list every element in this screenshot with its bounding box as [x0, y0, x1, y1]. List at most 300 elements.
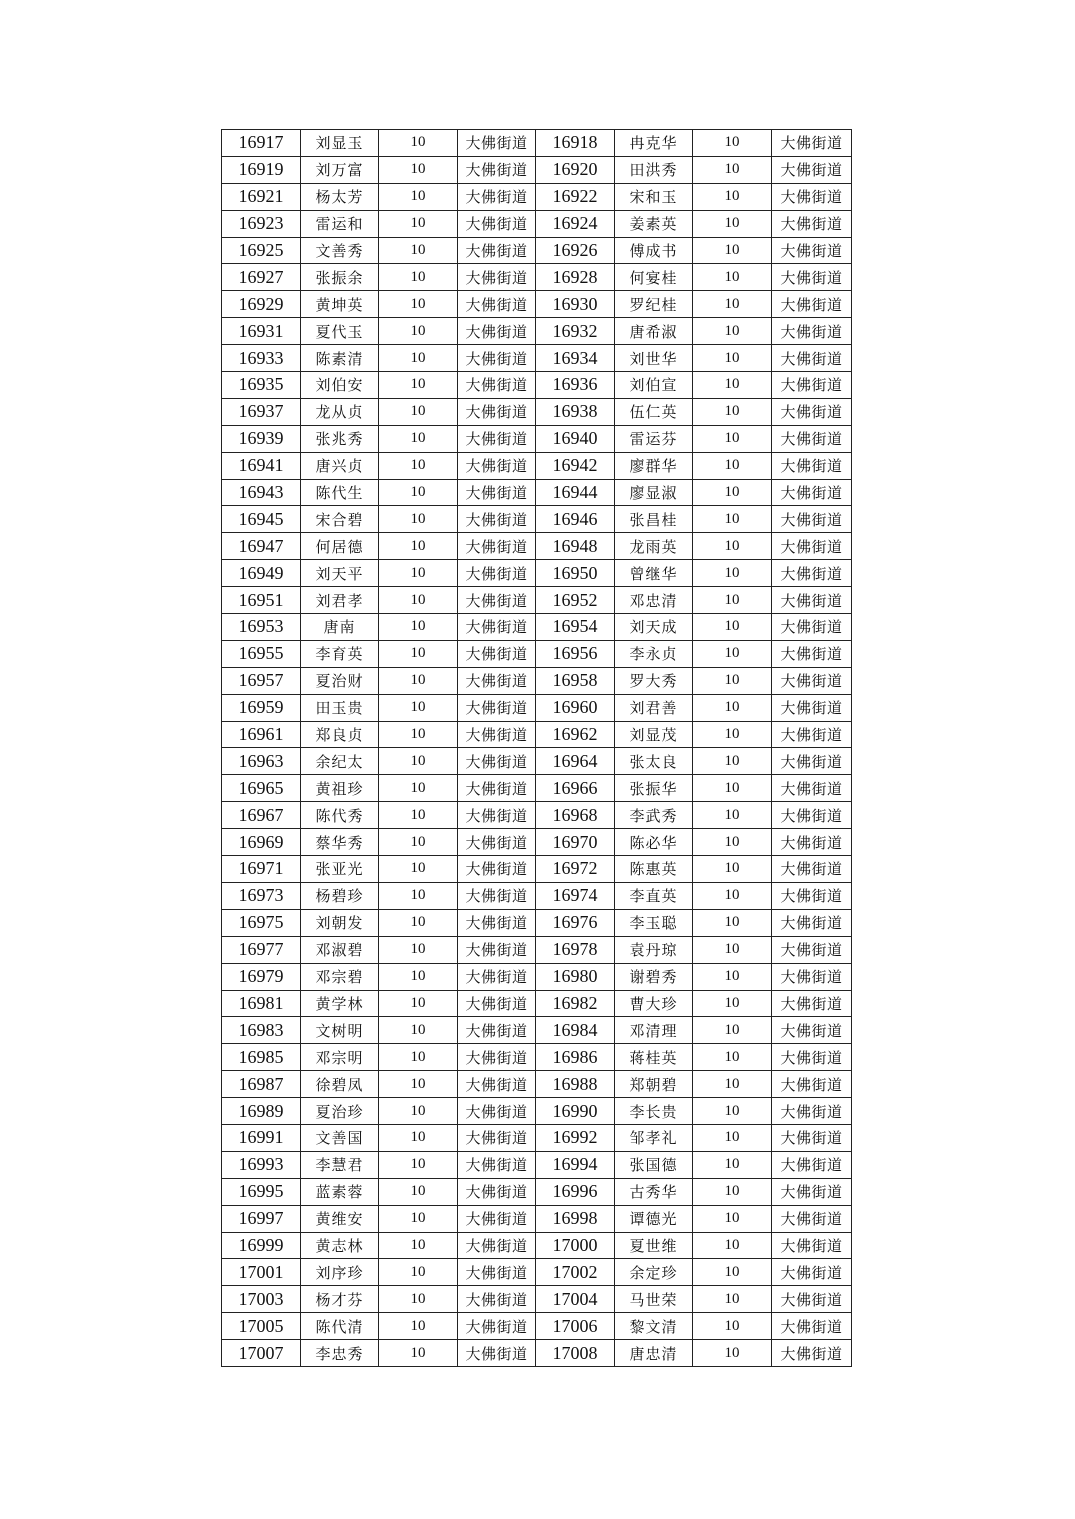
table-row [222, 264, 852, 291]
table-row [222, 237, 852, 264]
left-name-cell: 张兆秀 [301, 425, 379, 452]
right-id-cell: 16962 [536, 721, 615, 748]
left-id-cell: 16931 [222, 318, 301, 345]
right-id-cell: 16972 [536, 856, 615, 883]
left-name-cell: 黄学林 [301, 990, 379, 1017]
table-row [222, 1151, 852, 1178]
right-amount-cell: 10 [693, 398, 772, 425]
right-amount-cell: 10 [693, 130, 772, 157]
left-amount-cell: 10 [379, 560, 458, 587]
table-row [222, 721, 852, 748]
table-row [222, 156, 852, 183]
left-amount-cell: 10 [379, 667, 458, 694]
left-id-cell: 16977 [222, 936, 301, 963]
right-id-cell: 16948 [536, 533, 615, 560]
left-id-cell: 16943 [222, 479, 301, 506]
right-amount-cell: 10 [693, 882, 772, 909]
table-row [222, 802, 852, 829]
table-row [222, 1178, 852, 1205]
right-amount-cell: 10 [693, 990, 772, 1017]
right-id-cell: 16926 [536, 237, 615, 264]
right-street-cell: 大佛街道 [772, 1205, 852, 1232]
right-id-cell: 17008 [536, 1340, 615, 1367]
left-street-cell: 大佛街道 [458, 183, 536, 210]
left-street-cell: 大佛街道 [458, 425, 536, 452]
left-name-cell: 黄志林 [301, 1232, 379, 1259]
right-name-cell: 廖显淑 [615, 479, 693, 506]
left-id-cell: 16975 [222, 909, 301, 936]
left-name-cell: 雷运和 [301, 210, 379, 237]
left-street-cell: 大佛街道 [458, 775, 536, 802]
right-street-cell: 大佛街道 [772, 1286, 852, 1313]
left-id-cell: 16919 [222, 156, 301, 183]
right-street-cell: 大佛街道 [772, 775, 852, 802]
right-name-cell: 李武秀 [615, 802, 693, 829]
right-id-cell: 16950 [536, 560, 615, 587]
left-street-cell: 大佛街道 [458, 1313, 536, 1340]
right-amount-cell: 10 [693, 506, 772, 533]
left-amount-cell: 10 [379, 587, 458, 614]
left-street-cell: 大佛街道 [458, 318, 536, 345]
table-row [222, 1340, 852, 1367]
right-amount-cell: 10 [693, 963, 772, 990]
left-name-cell: 张亚光 [301, 856, 379, 883]
right-amount-cell: 10 [693, 425, 772, 452]
left-amount-cell: 10 [379, 318, 458, 345]
right-street-cell: 大佛街道 [772, 990, 852, 1017]
left-id-cell: 16985 [222, 1044, 301, 1071]
left-street-cell: 大佛街道 [458, 640, 536, 667]
table-row [222, 345, 852, 372]
right-street-cell: 大佛街道 [772, 936, 852, 963]
table-row [222, 1098, 852, 1125]
table-row [222, 694, 852, 721]
table-row [222, 130, 852, 157]
right-street-cell: 大佛街道 [772, 560, 852, 587]
right-amount-cell: 10 [693, 1313, 772, 1340]
left-street-cell: 大佛街道 [458, 1178, 536, 1205]
left-street-cell: 大佛街道 [458, 452, 536, 479]
right-name-cell: 邓忠清 [615, 587, 693, 614]
right-id-cell: 16988 [536, 1071, 615, 1098]
right-name-cell: 李长贵 [615, 1098, 693, 1125]
right-amount-cell: 10 [693, 748, 772, 775]
right-amount-cell: 10 [693, 1232, 772, 1259]
left-amount-cell: 10 [379, 1232, 458, 1259]
left-name-cell: 杨碧珍 [301, 882, 379, 909]
left-amount-cell: 10 [379, 882, 458, 909]
left-id-cell: 16959 [222, 694, 301, 721]
right-name-cell: 罗纪桂 [615, 291, 693, 318]
left-amount-cell: 10 [379, 372, 458, 399]
left-name-cell: 陈代秀 [301, 802, 379, 829]
left-amount-cell: 10 [379, 452, 458, 479]
table-row [222, 1071, 852, 1098]
left-id-cell: 16957 [222, 667, 301, 694]
right-amount-cell: 10 [693, 1151, 772, 1178]
left-street-cell: 大佛街道 [458, 264, 536, 291]
right-name-cell: 张昌桂 [615, 506, 693, 533]
left-id-cell: 16981 [222, 990, 301, 1017]
right-amount-cell: 10 [693, 1124, 772, 1151]
right-name-cell: 张太良 [615, 748, 693, 775]
right-id-cell: 16954 [536, 614, 615, 641]
right-id-cell: 16980 [536, 963, 615, 990]
right-amount-cell: 10 [693, 775, 772, 802]
left-amount-cell: 10 [379, 1044, 458, 1071]
right-street-cell: 大佛街道 [772, 1232, 852, 1259]
right-id-cell: 17004 [536, 1286, 615, 1313]
table-row [222, 963, 852, 990]
right-amount-cell: 10 [693, 1340, 772, 1367]
table-row [222, 533, 852, 560]
left-name-cell: 刘万富 [301, 156, 379, 183]
left-id-cell: 16997 [222, 1205, 301, 1232]
left-name-cell: 刘朝发 [301, 909, 379, 936]
right-id-cell: 16932 [536, 318, 615, 345]
right-street-cell: 大佛街道 [772, 1124, 852, 1151]
left-amount-cell: 10 [379, 183, 458, 210]
left-name-cell: 田玉贵 [301, 694, 379, 721]
left-street-cell: 大佛街道 [458, 1124, 536, 1151]
left-amount-cell: 10 [379, 829, 458, 856]
left-id-cell: 16999 [222, 1232, 301, 1259]
right-name-cell: 曹大珍 [615, 990, 693, 1017]
left-street-cell: 大佛街道 [458, 936, 536, 963]
right-amount-cell: 10 [693, 856, 772, 883]
left-amount-cell: 10 [379, 130, 458, 157]
left-street-cell: 大佛街道 [458, 1259, 536, 1286]
left-name-cell: 陈素清 [301, 345, 379, 372]
right-street-cell: 大佛街道 [772, 130, 852, 157]
right-street-cell: 大佛街道 [772, 237, 852, 264]
right-street-cell: 大佛街道 [772, 909, 852, 936]
left-street-cell: 大佛街道 [458, 1232, 536, 1259]
right-street-cell: 大佛街道 [772, 318, 852, 345]
left-street-cell: 大佛街道 [458, 721, 536, 748]
left-name-cell: 唐南 [301, 614, 379, 641]
right-name-cell: 姜素英 [615, 210, 693, 237]
left-amount-cell: 10 [379, 802, 458, 829]
left-amount-cell: 10 [379, 856, 458, 883]
right-id-cell: 16968 [536, 802, 615, 829]
right-name-cell: 廖群华 [615, 452, 693, 479]
left-amount-cell: 10 [379, 1205, 458, 1232]
table-row [222, 291, 852, 318]
right-street-cell: 大佛街道 [772, 345, 852, 372]
left-amount-cell: 10 [379, 963, 458, 990]
right-street-cell: 大佛街道 [772, 183, 852, 210]
left-street-cell: 大佛街道 [458, 560, 536, 587]
right-street-cell: 大佛街道 [772, 1098, 852, 1125]
left-id-cell: 16965 [222, 775, 301, 802]
right-street-cell: 大佛街道 [772, 829, 852, 856]
left-name-cell: 文善国 [301, 1124, 379, 1151]
right-name-cell: 夏世维 [615, 1232, 693, 1259]
left-name-cell: 黄祖珍 [301, 775, 379, 802]
table-row [222, 748, 852, 775]
right-name-cell: 蒋桂英 [615, 1044, 693, 1071]
table-row [222, 1313, 852, 1340]
left-name-cell: 李育英 [301, 640, 379, 667]
left-id-cell: 16991 [222, 1124, 301, 1151]
right-name-cell: 刘君善 [615, 694, 693, 721]
left-amount-cell: 10 [379, 1178, 458, 1205]
table-row [222, 587, 852, 614]
right-id-cell: 17002 [536, 1259, 615, 1286]
right-amount-cell: 10 [693, 318, 772, 345]
right-amount-cell: 10 [693, 345, 772, 372]
left-street-cell: 大佛街道 [458, 909, 536, 936]
right-amount-cell: 10 [693, 1205, 772, 1232]
right-amount-cell: 10 [693, 802, 772, 829]
left-name-cell: 夏治珍 [301, 1098, 379, 1125]
left-street-cell: 大佛街道 [458, 1017, 536, 1044]
left-amount-cell: 10 [379, 1098, 458, 1125]
table-row [222, 560, 852, 587]
right-id-cell: 16982 [536, 990, 615, 1017]
left-id-cell: 17003 [222, 1286, 301, 1313]
left-id-cell: 16971 [222, 856, 301, 883]
right-id-cell: 16994 [536, 1151, 615, 1178]
table-row [222, 856, 852, 883]
left-amount-cell: 10 [379, 425, 458, 452]
table-row [222, 614, 852, 641]
left-id-cell: 16967 [222, 802, 301, 829]
left-name-cell: 蔡华秀 [301, 829, 379, 856]
right-amount-cell: 10 [693, 479, 772, 506]
left-street-cell: 大佛街道 [458, 398, 536, 425]
table-row [222, 183, 852, 210]
table-row [222, 667, 852, 694]
left-amount-cell: 10 [379, 479, 458, 506]
left-id-cell: 16993 [222, 1151, 301, 1178]
table-row [222, 640, 852, 667]
right-amount-cell: 10 [693, 156, 772, 183]
right-street-cell: 大佛街道 [772, 1044, 852, 1071]
left-name-cell: 陈代清 [301, 1313, 379, 1340]
left-amount-cell: 10 [379, 990, 458, 1017]
left-name-cell: 李慧君 [301, 1151, 379, 1178]
left-id-cell: 16929 [222, 291, 301, 318]
left-street-cell: 大佛街道 [458, 156, 536, 183]
right-street-cell: 大佛街道 [772, 748, 852, 775]
right-amount-cell: 10 [693, 372, 772, 399]
right-street-cell: 大佛街道 [772, 802, 852, 829]
left-name-cell: 夏代玉 [301, 318, 379, 345]
left-id-cell: 16937 [222, 398, 301, 425]
left-amount-cell: 10 [379, 909, 458, 936]
right-amount-cell: 10 [693, 694, 772, 721]
left-street-cell: 大佛街道 [458, 291, 536, 318]
left-id-cell: 16917 [222, 130, 301, 157]
left-street-cell: 大佛街道 [458, 963, 536, 990]
right-street-cell: 大佛街道 [772, 667, 852, 694]
left-street-cell: 大佛街道 [458, 694, 536, 721]
table-row [222, 1044, 852, 1071]
left-id-cell: 16987 [222, 1071, 301, 1098]
left-name-cell: 龙从贞 [301, 398, 379, 425]
left-amount-cell: 10 [379, 775, 458, 802]
right-id-cell: 16964 [536, 748, 615, 775]
right-street-cell: 大佛街道 [772, 264, 852, 291]
left-street-cell: 大佛街道 [458, 506, 536, 533]
right-name-cell: 郑朝碧 [615, 1071, 693, 1098]
right-name-cell: 龙雨英 [615, 533, 693, 560]
left-amount-cell: 10 [379, 156, 458, 183]
right-name-cell: 余定珍 [615, 1259, 693, 1286]
left-amount-cell: 10 [379, 748, 458, 775]
table-body [222, 130, 852, 1367]
right-id-cell: 16938 [536, 398, 615, 425]
left-street-cell: 大佛街道 [458, 667, 536, 694]
right-name-cell: 谢碧秀 [615, 963, 693, 990]
left-id-cell: 16935 [222, 372, 301, 399]
right-id-cell: 16944 [536, 479, 615, 506]
left-name-cell: 宋合碧 [301, 506, 379, 533]
right-amount-cell: 10 [693, 183, 772, 210]
left-id-cell: 16961 [222, 721, 301, 748]
left-amount-cell: 10 [379, 694, 458, 721]
table-row [222, 829, 852, 856]
table-row [222, 1286, 852, 1313]
left-name-cell: 黄坤英 [301, 291, 379, 318]
left-name-cell: 文树明 [301, 1017, 379, 1044]
left-amount-cell: 10 [379, 1286, 458, 1313]
right-street-cell: 大佛街道 [772, 1151, 852, 1178]
right-id-cell: 16928 [536, 264, 615, 291]
right-amount-cell: 10 [693, 587, 772, 614]
left-id-cell: 16921 [222, 183, 301, 210]
left-amount-cell: 10 [379, 1313, 458, 1340]
left-street-cell: 大佛街道 [458, 237, 536, 264]
right-amount-cell: 10 [693, 909, 772, 936]
right-name-cell: 李玉聪 [615, 909, 693, 936]
left-id-cell: 16941 [222, 452, 301, 479]
left-name-cell: 邓宗明 [301, 1044, 379, 1071]
table-row [222, 1205, 852, 1232]
left-street-cell: 大佛街道 [458, 829, 536, 856]
left-street-cell: 大佛街道 [458, 856, 536, 883]
left-amount-cell: 10 [379, 398, 458, 425]
left-name-cell: 杨太芳 [301, 183, 379, 210]
left-id-cell: 16969 [222, 829, 301, 856]
right-id-cell: 16978 [536, 936, 615, 963]
table-row [222, 210, 852, 237]
left-name-cell: 刘天平 [301, 560, 379, 587]
right-id-cell: 16946 [536, 506, 615, 533]
right-id-cell: 16918 [536, 130, 615, 157]
right-id-cell: 16966 [536, 775, 615, 802]
left-name-cell: 郑良贞 [301, 721, 379, 748]
right-id-cell: 16920 [536, 156, 615, 183]
left-id-cell: 16953 [222, 614, 301, 641]
right-id-cell: 16996 [536, 1178, 615, 1205]
right-id-cell: 16952 [536, 587, 615, 614]
table-row [222, 909, 852, 936]
left-name-cell: 唐兴贞 [301, 452, 379, 479]
right-amount-cell: 10 [693, 560, 772, 587]
left-amount-cell: 10 [379, 264, 458, 291]
left-street-cell: 大佛街道 [458, 372, 536, 399]
left-name-cell: 陈代生 [301, 479, 379, 506]
left-id-cell: 16939 [222, 425, 301, 452]
table-row [222, 1259, 852, 1286]
right-street-cell: 大佛街道 [772, 640, 852, 667]
right-name-cell: 张国德 [615, 1151, 693, 1178]
left-id-cell: 16951 [222, 587, 301, 614]
left-id-cell: 17005 [222, 1313, 301, 1340]
right-name-cell: 古秀华 [615, 1178, 693, 1205]
left-amount-cell: 10 [379, 345, 458, 372]
left-street-cell: 大佛街道 [458, 1044, 536, 1071]
right-street-cell: 大佛街道 [772, 587, 852, 614]
right-name-cell: 刘伯宣 [615, 372, 693, 399]
right-street-cell: 大佛街道 [772, 291, 852, 318]
right-street-cell: 大佛街道 [772, 1313, 852, 1340]
right-street-cell: 大佛街道 [772, 533, 852, 560]
left-street-cell: 大佛街道 [458, 990, 536, 1017]
right-name-cell: 何宴桂 [615, 264, 693, 291]
right-street-cell: 大佛街道 [772, 425, 852, 452]
right-name-cell: 邹孝礼 [615, 1124, 693, 1151]
right-id-cell: 16922 [536, 183, 615, 210]
left-id-cell: 16963 [222, 748, 301, 775]
left-id-cell: 16995 [222, 1178, 301, 1205]
right-id-cell: 16998 [536, 1205, 615, 1232]
right-id-cell: 16984 [536, 1017, 615, 1044]
left-street-cell: 大佛街道 [458, 882, 536, 909]
left-street-cell: 大佛街道 [458, 587, 536, 614]
left-id-cell: 16945 [222, 506, 301, 533]
left-name-cell: 夏治财 [301, 667, 379, 694]
right-id-cell: 16976 [536, 909, 615, 936]
right-id-cell: 16956 [536, 640, 615, 667]
left-street-cell: 大佛街道 [458, 130, 536, 157]
left-amount-cell: 10 [379, 210, 458, 237]
right-amount-cell: 10 [693, 640, 772, 667]
right-street-cell: 大佛街道 [772, 398, 852, 425]
right-amount-cell: 10 [693, 291, 772, 318]
right-amount-cell: 10 [693, 452, 772, 479]
roster-table [221, 129, 852, 1367]
right-amount-cell: 10 [693, 210, 772, 237]
left-name-cell: 蓝素蓉 [301, 1178, 379, 1205]
left-name-cell: 黄维安 [301, 1205, 379, 1232]
right-name-cell: 李永贞 [615, 640, 693, 667]
left-id-cell: 16925 [222, 237, 301, 264]
right-street-cell: 大佛街道 [772, 210, 852, 237]
table-row [222, 479, 852, 506]
right-id-cell: 16986 [536, 1044, 615, 1071]
left-name-cell: 刘显玉 [301, 130, 379, 157]
left-street-cell: 大佛街道 [458, 614, 536, 641]
left-amount-cell: 10 [379, 1259, 458, 1286]
right-street-cell: 大佛街道 [772, 856, 852, 883]
right-street-cell: 大佛街道 [772, 1340, 852, 1367]
left-id-cell: 17007 [222, 1340, 301, 1367]
table-row [222, 452, 852, 479]
right-id-cell: 16992 [536, 1124, 615, 1151]
right-amount-cell: 10 [693, 667, 772, 694]
right-name-cell: 陈必华 [615, 829, 693, 856]
right-street-cell: 大佛街道 [772, 694, 852, 721]
right-name-cell: 冉克华 [615, 130, 693, 157]
right-id-cell: 17006 [536, 1313, 615, 1340]
right-amount-cell: 10 [693, 1017, 772, 1044]
left-street-cell: 大佛街道 [458, 210, 536, 237]
right-id-cell: 16934 [536, 345, 615, 372]
